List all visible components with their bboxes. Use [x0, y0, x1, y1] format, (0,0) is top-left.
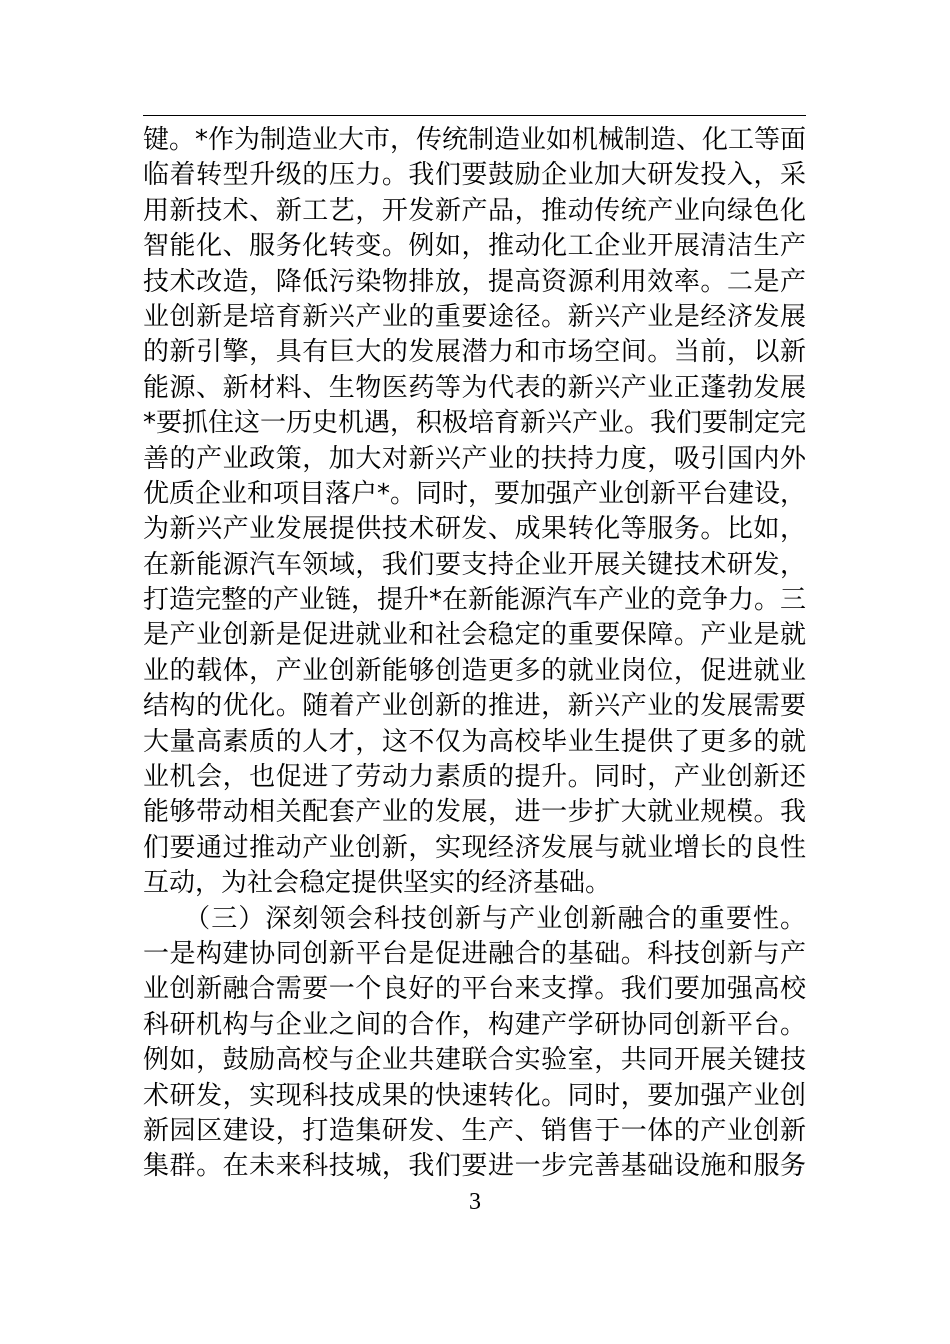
header-rule: [143, 115, 806, 116]
text-line: 优质企业和项目落户*。同时，要加强产业创新平台建设，: [143, 478, 806, 509]
text-line: 善的产业政策，加大对新兴产业的扶持力度，吸引国内外: [143, 443, 806, 474]
text-line: 是产业创新是促进就业和社会稳定的重要保障。产业是就: [143, 620, 806, 651]
text-line: 键。*作为制造业大市，传统制造业如机械制造、化工等面: [143, 125, 806, 155]
text-line: 业的载体，产业创新能够创造更多的就业岗位，促进就业: [143, 655, 806, 686]
text-line: 业机会，也促进了劳动力素质的提升。同时，产业创新还: [143, 762, 806, 793]
text-line: 一是构建协同创新平台是促进融合的基础。科技创新与产: [143, 938, 806, 969]
text-line: 新园区建设，打造集研发、生产、销售于一体的产业创新: [143, 1115, 806, 1146]
text-line: 智能化、服务化转变。例如，推动化工企业开展清洁生产: [143, 231, 806, 262]
text-line: 业创新是培育新兴产业的重要途径。新兴产业是经济发展: [143, 301, 806, 332]
text-line: 在新能源汽车领域，我们要支持企业开展关键技术研发，: [143, 549, 806, 580]
text-line: 能源、新材料、生物医药等为代表的新兴产业正蓬勃发展: [143, 372, 806, 403]
text-line: 互动，为社会稳定提供坚实的经济基础。: [143, 868, 612, 899]
text-line: *要抓住这一历史机遇，积极培育新兴产业。我们要制定完: [143, 408, 806, 439]
text-line: 为新兴产业发展提供技术研发、成果转化等服务。比如，: [143, 514, 806, 545]
text-line: 大量高素质的人才，这不仅为高校毕业生提供了更多的就: [143, 726, 806, 757]
text-line: 例如，鼓励高校与企业共建联合实验室，共同开展关键技: [143, 1045, 806, 1076]
section-heading: （三）深刻领会科技创新与产业创新融合的重要性。: [143, 903, 806, 934]
text-line: 集群。在未来科技城，我们要进一步完善基础设施和服务: [143, 1151, 806, 1182]
text-line: 技术改造，降低污染物排放，提高资源利用效率。二是产: [143, 266, 806, 297]
text-line: 临着转型升级的压力。我们要鼓励企业加大研发投入，采: [143, 160, 806, 191]
text-line: 们要通过推动产业创新，实现经济发展与就业增长的良性: [143, 832, 806, 863]
text-line: 打造完整的产业链，提升*在新能源汽车产业的竞争力。三: [143, 585, 806, 616]
page-number: 3: [469, 1189, 481, 1215]
text-line: 的新引擎，具有巨大的发展潜力和市场空间。当前，以新: [143, 337, 806, 368]
text-line: 能够带动相关配套产业的发展，进一步扩大就业规模。我: [143, 797, 806, 828]
text-line: 用新技术、新工艺，开发新产品，推动传统产业向绿色化: [143, 195, 806, 226]
text-line: 业创新融合需要一个良好的平台来支撑。我们要加强高校: [143, 974, 806, 1005]
document-body: [143, 123, 806, 1185]
text-line: 术研发，实现科技成果的快速转化。同时，要加强产业创: [143, 1080, 806, 1111]
text-line: 科研机构与企业之间的合作，构建产学研协同创新平台。: [143, 1009, 806, 1040]
text-line: 结构的优化。随着产业创新的推进，新兴产业的发展需要: [143, 691, 806, 722]
